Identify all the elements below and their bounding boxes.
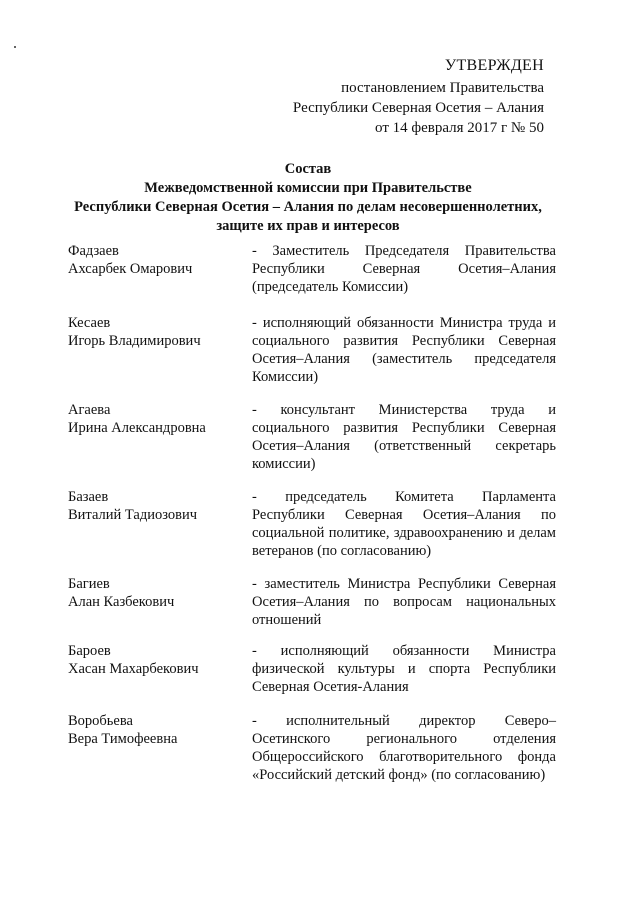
member-role: - Заместитель Председателя Правительства Республики Северная Осетия–Алания (председатель Комиссии) xyxy=(252,243,556,295)
title-line-1: Состав xyxy=(284,161,332,177)
member-given-names: Хасан Махарбекович xyxy=(68,661,199,677)
member-given-names: Вера Тимофеевна xyxy=(68,731,178,747)
member-row xyxy=(68,575,562,629)
member-surname: Фадзаев xyxy=(68,243,119,259)
title-line-3: Республики Северная Осетия – Алания по делам несовершеннолетних, xyxy=(74,199,542,215)
member-given-names: Ахсарбек Омарович xyxy=(68,261,193,277)
member-name xyxy=(68,314,258,386)
approval-line-2: Республики Северная Осетия – Алания xyxy=(292,100,544,116)
member-given-names: Алан Казбекович xyxy=(68,594,175,610)
approval-line-3: от 14 февраля 2017 г № 50 xyxy=(375,120,544,136)
approval-stamp-block xyxy=(293,56,544,138)
member-role: - консультант Министерства труда и социального развития Республики Северная Осетия–Алания (ответственный секретарь комиссии) xyxy=(252,402,556,472)
member-surname: Багиев xyxy=(68,576,110,592)
member-role: - председатель Комитета Парламента Республики Северная Осетия–Алания по социальной политике, здравоохранению и делам ветеранов (по согласованию) xyxy=(252,489,556,559)
member-row xyxy=(68,314,562,386)
member-surname: Базаев xyxy=(68,489,109,505)
member-role: - исполнительный директор Северо–Осетинского регионального отделения Общероссийского благотворительного фонда «Российский детский фонд» (по согласованию) xyxy=(252,713,556,783)
member-given-names: Виталий Тадиозович xyxy=(68,507,197,523)
member-role: - исполняющий обязанности Министра физической культуры и спорта Республики Северная Осетия-Алания xyxy=(252,643,556,695)
member-row xyxy=(68,242,562,296)
title-line-2: Межведомственной комиссии при Правительстве xyxy=(144,180,472,196)
member-row xyxy=(68,712,562,784)
member-surname: Агаева xyxy=(68,402,111,418)
approval-line-1: постановлением Правительства xyxy=(341,80,544,96)
member-surname: Бароев xyxy=(68,643,111,659)
member-name xyxy=(68,642,258,696)
member-row xyxy=(68,401,562,473)
member-row xyxy=(68,642,562,696)
approval-heading: УТВЕРЖДЕН xyxy=(444,57,544,74)
member-role: - заместитель Министра Республики Северная Осетия–Алания по вопросам национальных отношений xyxy=(252,576,556,628)
member-name xyxy=(68,488,258,560)
member-role: - исполняющий обязанности Министра труда и социального развития Республики Северная Осетия–Алания (заместитель председателя Комиссии) xyxy=(252,315,556,385)
member-name xyxy=(68,401,258,473)
member-surname: Кесаев xyxy=(68,315,111,331)
member-name xyxy=(68,242,258,296)
member-row xyxy=(68,488,562,560)
member-name xyxy=(68,575,258,629)
member-given-names: Ирина Александровна xyxy=(68,420,206,436)
member-surname: Воробьева xyxy=(68,713,133,729)
member-given-names: Игорь Владимирович xyxy=(68,333,201,349)
document-title xyxy=(58,160,558,236)
member-name xyxy=(68,712,258,784)
scan-speck xyxy=(14,46,16,48)
title-line-4: защите их прав и интересов xyxy=(216,218,400,234)
